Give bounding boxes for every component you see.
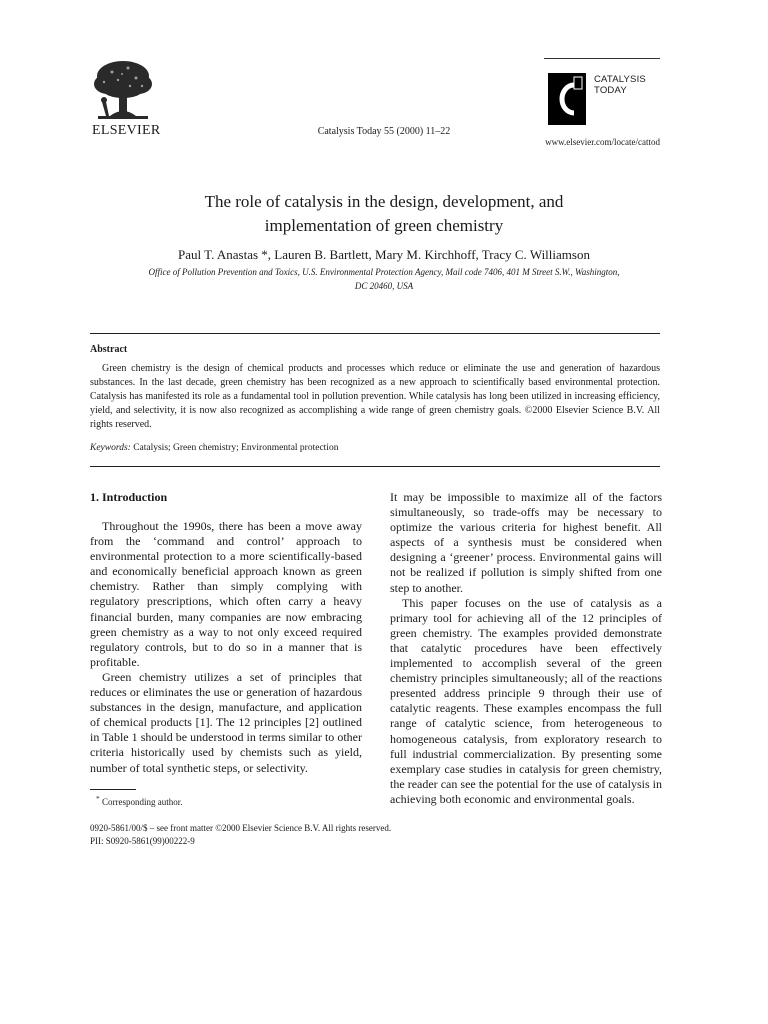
journal-cover-icon: [548, 73, 586, 125]
keywords-list: Catalysis; Green chemistry; Environmental protection: [133, 443, 339, 453]
keywords-label: Keywords:: [90, 443, 131, 453]
affiliation-line-1: Office of Pollution Prevention and Toxics, U.S. Environmental Protection Agency, Mail code 7406, 401 M Street S.W., Washington,: [148, 267, 620, 277]
footnote-marker: *: [96, 794, 100, 803]
footnote-text: Corresponding author.: [102, 797, 183, 807]
front-matter: [90, 822, 391, 848]
front-matter-line-2: PII: S0920-5861(99)00222-9: [90, 836, 195, 846]
journal-url[interactable]: www.elsevier.com/locate/cattod: [545, 137, 660, 147]
article-title: [0, 190, 768, 238]
right-column: [390, 490, 662, 807]
abstract-heading: Abstract: [90, 344, 128, 355]
right-paragraph-2: This paper focuses on the use of catalysis as a primary tool for achieving all of the 12 principles of green chemistry. The examples provided demonstrate that catalytic procedures have been effectively implemented to accomplish several of the green chemistry principles simultaneously; all of the reactions presented address principle 9 through their use of catalytic reagents. These examples encompass the full range of catalytic science, from heterogeneous to homogeneous catalysis, from exploratory research to full industrial commercialization. By presenting some exemplary case studies in catalysis for green chemistry, the reader can see the potential for the use of catalysis in achieving both economic and environmental goals.: [390, 595, 662, 806]
affiliation-line-2: DC 20460, USA: [354, 281, 414, 291]
affiliation: [110, 265, 658, 293]
left-paragraph-1: Throughout the 1990s, there has been a move away from the ‘command and control’ approach to environmental protection to a more scientifically-based and economically beneficial approach known as green chemistry. Rather than simply complying with regulatory prescriptions, which often carry a heavy financial burden, many companies are now embracing green chemistry as a way to not only exceed required regulatory controls, but to do so in a manner that is profitable.: [90, 519, 362, 669]
right-paragraph-1: It may be impossible to maximize all of the factors simultaneously, so trade-offs may be necessary to optimize the various criteria for highest benefit. All aspects of a synthesis must be considered when designing a ‘greener’ process. Environmental gains will not be realized if pollution is simply shifted from one step to another.: [390, 490, 662, 595]
publisher-name: ELSEVIER: [92, 123, 161, 138]
left-paragraph-2: Green chemistry utilizes a set of principles that reduces or eliminates the use or generation of hazardous substances in the design, manufacture, and application of chemical products [1]. The 12 principles [2] outlined in Table 1 should be understood in terms similar to other criteria historically used by chemists such as yield, number of total synthetic steps, or selectivity.: [90, 669, 362, 775]
title-line-1: The role of catalysis in the design, development, and: [204, 192, 564, 211]
journal-logo-line-2: TODAY: [594, 85, 627, 96]
title-line-2: implementation of green chemistry: [264, 216, 504, 235]
journal-reference: Catalysis Today 55 (2000) 11–22: [317, 126, 451, 137]
journal-logo-title: [594, 74, 646, 96]
abstract-text: Green chemistry is the design of chemical products and processes which reduce or eliminate the use and generation of hazardous substances. In the last decade, green chemistry has been recognized as a new approach to scientifically based environmental protection. Catalysis has manifested its role as a fundamental tool in pollution prevention. While catalysis has long been utilized in increasing efficiency, yield, and selectivity, it is now also recognized as accomplishing a wide range of green chemistry goals. ©2000 Elsevier Science B.V. All rights reserved.: [90, 363, 660, 430]
journal-logo-line-1: CATALYSIS: [594, 74, 646, 85]
elsevier-tree-logo: [90, 58, 156, 129]
section-heading: 1. Introduction: [90, 490, 168, 504]
abstract-bottom-rule: [90, 466, 660, 467]
footnote-rule: [90, 789, 136, 790]
front-matter-line-1: 0920-5861/00/$ – see front matter ©2000 Elsevier Science B.V. All rights reserved.: [90, 823, 392, 833]
author-list: Paul T. Anastas *, Lauren B. Bartlett, Mary M. Kirchhoff, Tracy C. Williamson: [178, 247, 590, 262]
footnote: [96, 794, 183, 807]
abstract-top-rule: [90, 333, 660, 334]
left-column: [90, 519, 362, 776]
journal-logo: [544, 58, 660, 131]
keywords: [90, 443, 338, 453]
